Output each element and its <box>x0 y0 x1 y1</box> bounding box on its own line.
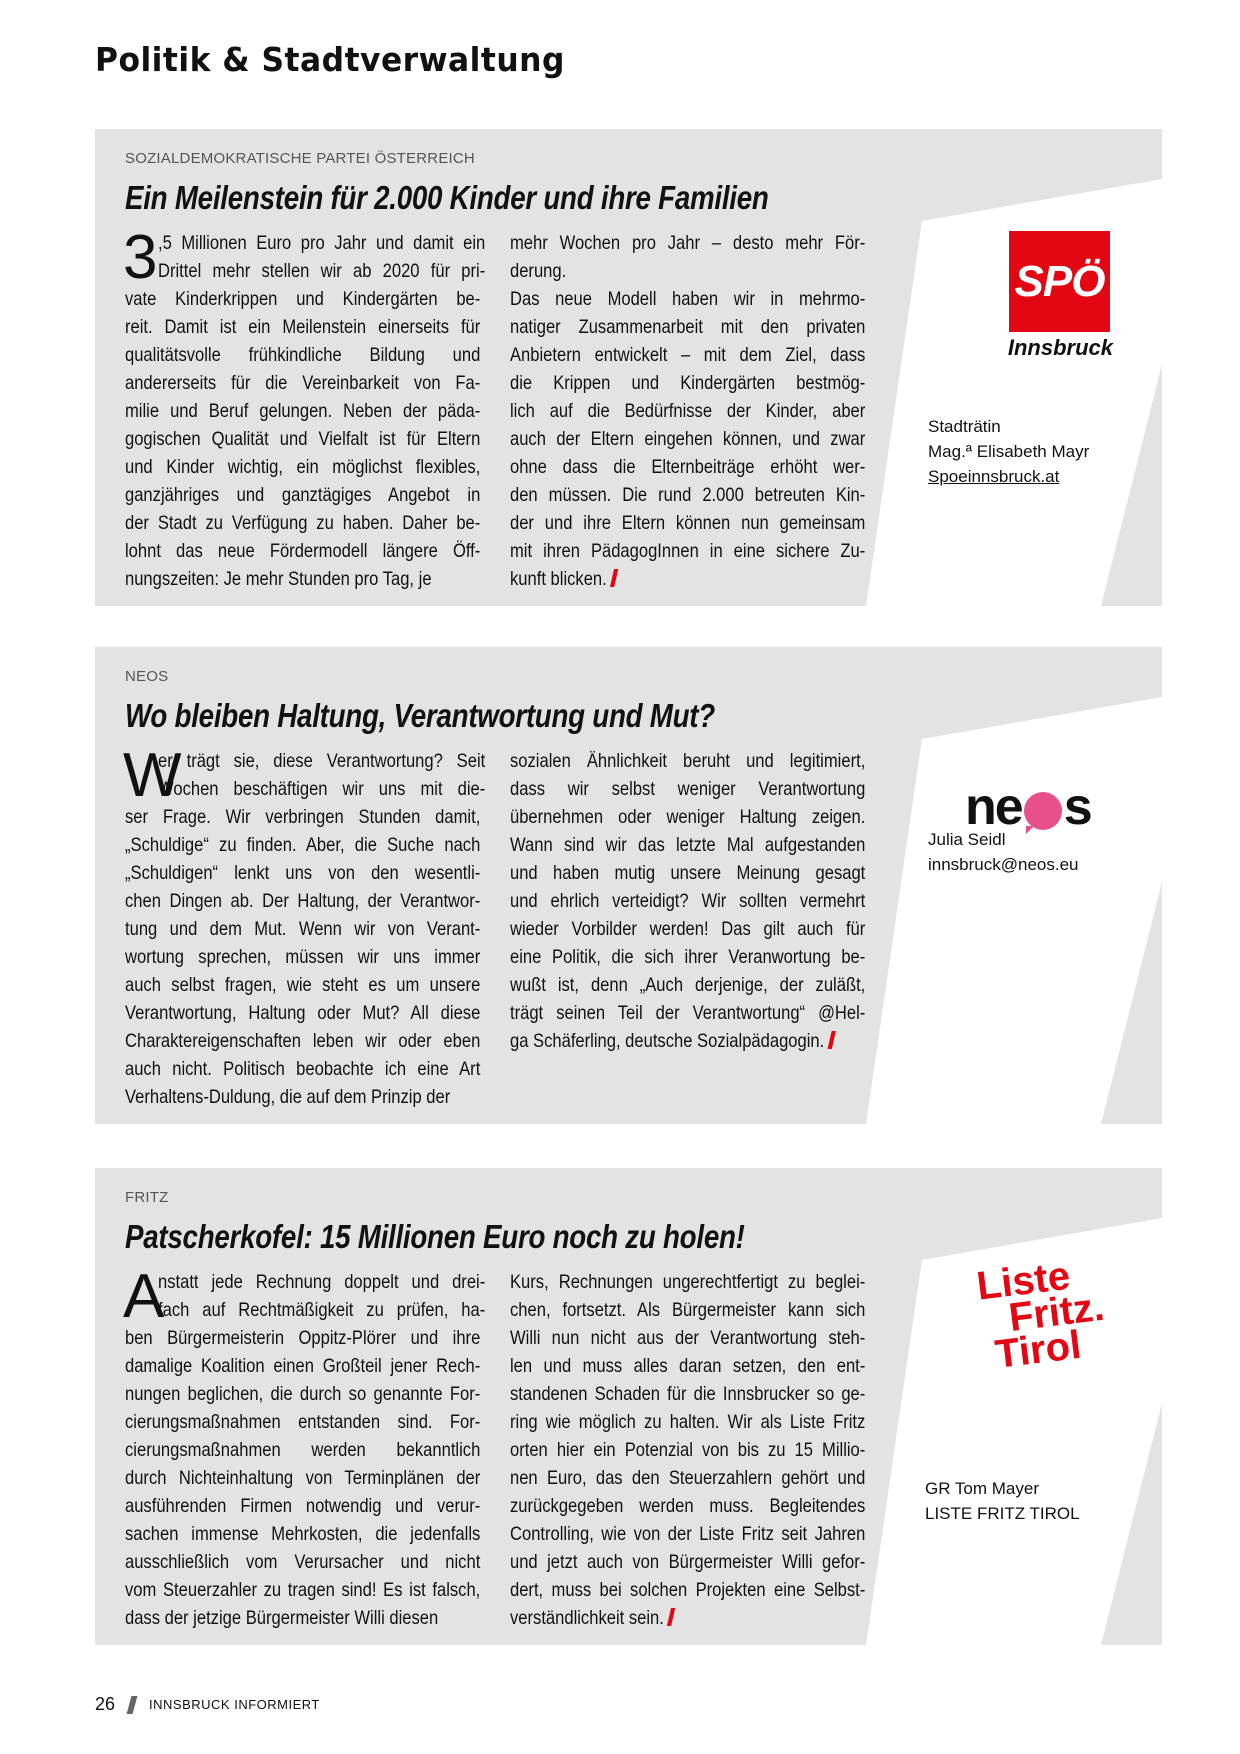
text-line <box>125 537 480 565</box>
text-line-content: der und ihre Eltern können nun gemeinsam <box>510 512 866 534</box>
drop-cap: 3 <box>123 223 158 292</box>
text-line <box>125 509 480 537</box>
text-line <box>510 1548 865 1576</box>
text-line <box>125 425 480 453</box>
text-line <box>125 1520 480 1548</box>
text-line-content: Drittel mehr stellen wir ab 2020 für pri- <box>158 260 486 282</box>
text-line-content: „Schuldigen“ lenkt uns von den wesentli- <box>125 862 481 884</box>
text-line-content: mit ihren PädagogInnen in eine sichere Zu- <box>510 540 866 562</box>
party-label: SOZIALDEMOKRATISCHE PARTEI ÖSTERREICH <box>125 150 475 167</box>
text-line <box>510 1268 865 1296</box>
text-line <box>510 943 865 971</box>
text-line <box>125 943 480 971</box>
text-line <box>510 1604 865 1632</box>
text-line-content: ring wie möglich zu halten. Wir als Liste Fritz <box>510 1411 866 1433</box>
text-line <box>125 971 480 999</box>
slash-icon <box>127 1696 138 1714</box>
text-line-content: mehr Wochen pro Jahr – desto mehr För- <box>510 232 866 254</box>
contact-name: Julia Seidl <box>928 830 1006 849</box>
text-line-content: dass wir selbst weniger Verantwortung <box>510 778 866 800</box>
text-line-content: lich auf die Bedürfnisse der Kinder, aber <box>510 400 866 422</box>
contact-name: GR Tom Mayer <box>925 1479 1039 1498</box>
text-line <box>158 747 485 775</box>
text-line-content: sozialen Ähnlichkeit beruht und legitimiert, <box>510 750 866 772</box>
text-line-content: trägt seinen Teil der Verantwortung“ @Hel- <box>510 1002 866 1024</box>
text-line <box>125 1576 480 1604</box>
text-line <box>510 565 865 593</box>
text-line-content: auch der Eltern eingehen können, und zwar <box>510 428 866 450</box>
end-mark-icon <box>667 1608 675 1626</box>
text-line <box>510 775 865 803</box>
contact-email[interactable]: innsbruck@neos.eu <box>928 855 1079 874</box>
text-line <box>510 971 865 999</box>
text-line-content: reit. Damit ist ein Meilenstein einerseits für <box>125 316 481 338</box>
text-line-content: vate Kinderkrippen und Kindergärten be- <box>125 288 481 310</box>
column-right <box>510 1268 865 1632</box>
text-line-content: den müssen. Die rund 2.000 betreuten Kin- <box>510 484 866 506</box>
text-line-content: nen Euro, das den Steuerzahlern gehört und <box>510 1467 866 1489</box>
text-line-content: der Stadt zu Verfügung zu haben. Daher be- <box>125 512 481 534</box>
text-line <box>510 285 865 313</box>
logo-line: Tirol <box>992 1322 1084 1377</box>
text-line-content: zurückgegeben werden muss. Begleitendes <box>510 1495 866 1517</box>
text-line-content: natiger Zusammenarbeit mit den privaten <box>510 316 866 338</box>
text-line <box>125 1324 480 1352</box>
contact-info <box>928 414 1089 489</box>
text-line <box>125 1548 480 1576</box>
text-line-content: Willi nun nicht aus der Verantwortung steh- <box>510 1327 866 1349</box>
text-line <box>510 1027 865 1055</box>
spoe-logo: SPÖ <box>1009 231 1110 332</box>
text-line <box>510 887 865 915</box>
text-line-content: wußt ist, denn „Auch derjenige, der zuläßt, <box>510 974 866 996</box>
text-line <box>510 915 865 943</box>
contact-name: Mag.ª Elisabeth Mayr <box>928 442 1090 461</box>
text-line <box>510 1408 865 1436</box>
article-headline: Wo bleiben Haltung, Verantwortung und Mut? <box>125 697 715 734</box>
end-mark-icon <box>827 1031 835 1049</box>
text-line <box>125 313 480 341</box>
text-line <box>158 775 485 803</box>
text-line <box>125 915 480 943</box>
text-line-content: wieder Vorbilder werden! Das gilt auch für <box>510 918 866 940</box>
liste-fritz-logo <box>974 1253 1110 1377</box>
neos-logo-s: s <box>1063 778 1091 836</box>
text-line-content: damalige Koalition einen Großteil jener Rech- <box>125 1355 481 1377</box>
text-line-content: Anbietern entwickelt – mit dem Ziel, dass <box>510 344 866 366</box>
text-line-content: Kurs, Rechnungen ungerechtfertigt zu beglei- <box>510 1271 866 1293</box>
text-line-content: und haben mutig unsere Meinung gesagt <box>510 862 866 884</box>
text-line-content: dass der jetzige Bürgermeister Willi diesen <box>125 1607 439 1629</box>
column-right <box>510 747 865 1055</box>
text-line-content: sachen immense Mehrkosten, die jedenfalls <box>125 1523 481 1545</box>
text-line-content: orten hier ein Potenzial von bis zu 15 Millio- <box>510 1439 866 1461</box>
text-line-content: Wann sind wir das letzte Mal aufgestanden <box>510 834 866 856</box>
text-line-content: tung und dem Mut. Wenn wir von Verant- <box>125 918 481 940</box>
text-line-content: ben Bürgermeisterin Oppitz-Plörer und ihre <box>125 1327 481 1349</box>
text-line-content: verständlichkeit sein. <box>510 1607 664 1629</box>
text-line <box>510 369 865 397</box>
text-line <box>510 229 865 257</box>
text-line <box>125 1352 480 1380</box>
text-line <box>125 285 480 313</box>
text-line-content: cierungsmaßnahmen werden bekanntlich <box>125 1439 481 1461</box>
text-line-content: eine Politik, die sich ihrer Veranwortung be- <box>510 946 866 968</box>
text-line <box>125 341 480 369</box>
drop-cap: W <box>123 741 182 810</box>
publication-name: INNSBRUCK INFORMIERT <box>149 1697 320 1712</box>
text-line-content: fach auf Rechtmäßigkeit zu prüfen, ha- <box>158 1299 486 1321</box>
text-line <box>510 1464 865 1492</box>
article-spoe <box>95 129 1162 606</box>
text-line <box>510 859 865 887</box>
text-line-content: lohnt das neue Fördermodell längere Öff- <box>125 540 481 562</box>
logo-line: Liste <box>974 1253 1073 1309</box>
text-line <box>510 1576 865 1604</box>
text-line-content: die Krippen und Kindergärten bestmög- <box>510 372 866 394</box>
text-line-content: übernehmen oder weniger Haltung zeigen. <box>510 806 866 828</box>
text-line-content: qualitätsvolle frühkindliche Bildung und <box>125 344 481 366</box>
text-line-content: wortung sprechen, müssen wir uns immer <box>125 946 481 968</box>
page-footer <box>95 1694 320 1715</box>
text-line <box>125 1027 480 1055</box>
text-line-content: nungen beglichen, die durch so genannte For- <box>125 1383 481 1405</box>
text-line <box>158 257 485 285</box>
speech-bubble-icon <box>1024 792 1062 830</box>
text-line <box>510 803 865 831</box>
text-line <box>510 425 865 453</box>
text-line <box>125 565 480 593</box>
text-line-content: nungszeiten: Je mehr Stunden pro Tag, je <box>125 568 432 590</box>
text-line <box>510 1492 865 1520</box>
text-line-content: auch selbst fragen, wie steht es um unsere <box>125 974 481 996</box>
text-line <box>510 1296 865 1324</box>
text-line-content: derung. <box>510 260 567 282</box>
text-line-content: und Kinder wichtig, ein möglichst flexibles, <box>125 456 481 478</box>
text-line-content: ser Frage. Wir verbringen Stunden damit, <box>125 806 481 828</box>
spoe-logo-subtitle: Innsbruck <box>1007 335 1113 360</box>
contact-info <box>928 827 1079 877</box>
page-title: Politik & Stadtverwaltung <box>95 40 565 79</box>
text-line <box>510 537 865 565</box>
text-line-content: Controlling, wie von der Liste Fritz seit Jahren <box>510 1523 866 1545</box>
website-link[interactable]: Spoeinnsbruck.at <box>928 467 1060 486</box>
text-line-content: gogischen Qualität und Vielfalt ist für Eltern <box>125 428 481 450</box>
text-line-content: milie und Beruf gelungen. Neben der päda- <box>125 400 481 422</box>
text-line-content: len und muss alles daran setzen, den ent- <box>510 1355 866 1377</box>
text-line <box>125 1083 480 1111</box>
text-line <box>510 1352 865 1380</box>
text-line <box>125 453 480 481</box>
neos-logo-ne: ne <box>965 778 1022 836</box>
text-line <box>510 1324 865 1352</box>
column-right <box>510 229 865 593</box>
text-line <box>125 397 480 425</box>
text-line-content: dert, muss bei solchen Projekten eine Selbst- <box>510 1579 866 1601</box>
text-line-content: ausführenden Firmen notwendig und verur- <box>125 1495 481 1517</box>
text-line <box>125 1380 480 1408</box>
text-line <box>510 1436 865 1464</box>
text-line <box>510 341 865 369</box>
text-line-content: ausschließlich vom Verursacher und nicht <box>125 1551 481 1573</box>
logo-line: Fritz. <box>1006 1284 1107 1341</box>
text-line <box>510 831 865 859</box>
text-line <box>510 1520 865 1548</box>
text-line <box>125 831 480 859</box>
text-line-content: nstatt jede Rechnung doppelt und drei- <box>158 1271 486 1293</box>
text-line <box>125 1055 480 1083</box>
column-left <box>123 1262 486 1632</box>
text-line <box>510 747 865 775</box>
text-line <box>125 481 480 509</box>
text-line <box>125 803 480 831</box>
text-line <box>125 1408 480 1436</box>
column-left <box>123 223 486 593</box>
text-line-content: Das neue Modell haben wir in mehrmo- <box>510 288 866 310</box>
text-line <box>510 481 865 509</box>
drop-cap: A <box>123 1262 165 1331</box>
text-line-content: Wochen beschäftigen wir uns mit die- <box>158 778 486 800</box>
text-line-content: ga Schäferling, deutsche Sozialpädagogin. <box>510 1030 825 1052</box>
column-left <box>123 741 486 1111</box>
text-line <box>125 1464 480 1492</box>
text-line-content: und ehrlich verteidigt? Wir sollten vermehrt <box>510 890 866 912</box>
party-label: FRITZ <box>125 1189 169 1206</box>
text-line-content: cierungsmaßnahmen entstanden sind. For- <box>125 1411 481 1433</box>
text-line-content: ganzjähriges und ganztägiges Angebot in <box>125 484 481 506</box>
text-line-content: standenen Schaden für die Innsbrucker so ge- <box>510 1383 866 1405</box>
contact-organization: LISTE FRITZ TIROL <box>925 1504 1080 1523</box>
contact-role: Stadträtin <box>928 417 1001 436</box>
text-line-content: chen, fortsetzt. Als Bürgermeister kann sich <box>510 1299 866 1321</box>
text-line-content: chen Dingen ab. Der Haltung, der Verantwor- <box>125 890 481 912</box>
text-line-content: ,5 Millionen Euro pro Jahr und damit ein <box>158 232 486 254</box>
text-line-content: auch nicht. Politisch beobachte ich eine Art <box>125 1058 481 1080</box>
text-line-content: vom Steuerzahler zu tragen sind! Es ist falsch, <box>125 1579 481 1601</box>
article-neos <box>95 647 1162 1124</box>
text-line-content: ohne dass die Elternbeiträge erhöht wer- <box>510 456 866 478</box>
contact-info <box>925 1476 1080 1526</box>
text-line-content: kunft blicken. <box>510 568 607 590</box>
text-line <box>510 999 865 1027</box>
text-line-content: andererseits für die Vereinbarkeit von Fa- <box>125 372 481 394</box>
article-headline: Patscherkofel: 15 Millionen Euro noch zu holen! <box>125 1218 745 1255</box>
text-line <box>125 887 480 915</box>
article-fritz <box>95 1168 1162 1645</box>
text-line <box>510 509 865 537</box>
text-line <box>125 1604 480 1632</box>
text-line <box>510 1380 865 1408</box>
text-line <box>158 1296 485 1324</box>
party-label: NEOS <box>125 668 169 685</box>
text-line-content: und jetzt auch von Bürgermeister Willi gefor- <box>510 1551 866 1573</box>
text-line-content: „Schuldige“ zu finden. Aber, die Suche nach <box>125 834 481 856</box>
text-line <box>510 257 865 285</box>
text-line-content: Charaktereigenschaften leben wir oder eben <box>125 1030 481 1052</box>
text-line-content: Verantwortung, Haltung oder Mut? All diese <box>125 1002 481 1024</box>
text-line-content: er trägt sie, diese Verantwortung? Seit <box>158 750 486 772</box>
end-mark-icon <box>610 569 618 587</box>
text-line <box>158 1268 485 1296</box>
text-line <box>125 1492 480 1520</box>
text-line <box>158 229 485 257</box>
text-line <box>125 999 480 1027</box>
page-number: 26 <box>95 1694 116 1714</box>
article-headline: Ein Meilenstein für 2.000 Kinder und ihre Familien <box>125 179 769 216</box>
text-line <box>510 313 865 341</box>
text-line-content: Verhaltens-Duldung, die auf dem Prinzip der <box>125 1086 451 1108</box>
text-line <box>125 1436 480 1464</box>
text-line <box>125 859 480 887</box>
text-line-content: durch Nichteinhaltung von Terminplänen der <box>125 1467 481 1489</box>
text-line <box>125 369 480 397</box>
text-line <box>510 397 865 425</box>
text-line <box>510 453 865 481</box>
